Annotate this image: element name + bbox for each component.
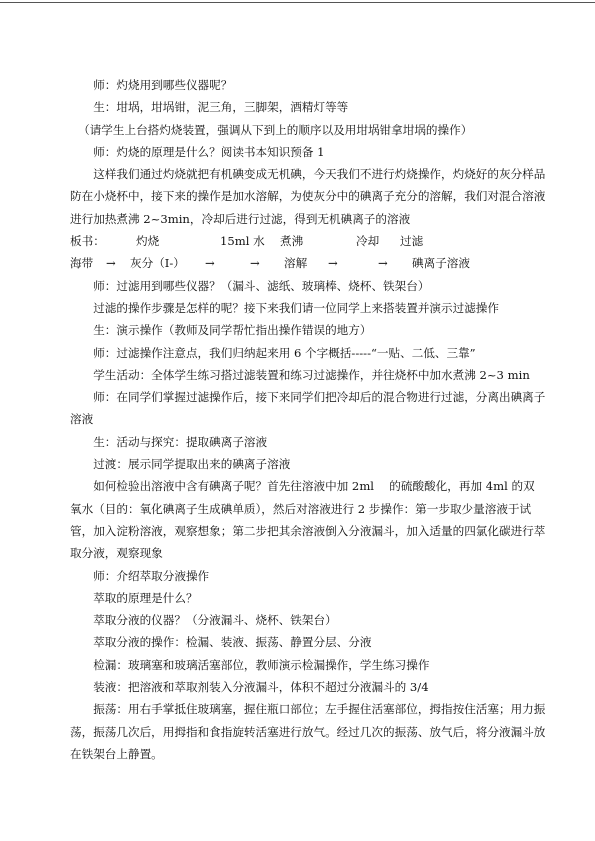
paragraph: 萃取的原理是什么？ bbox=[93, 590, 198, 605]
board-row-flow bbox=[70, 252, 546, 274]
board-kelp: 海带 bbox=[70, 256, 94, 271]
document-body bbox=[70, 74, 546, 765]
paragraph: 检漏：玻璃塞和玻璃活塞部位，教师演示检漏操作，学生练习操作 bbox=[93, 657, 430, 672]
paragraph: 生：活动与探究：提取碘离子溶液 bbox=[93, 434, 268, 449]
arrow-right-icon: → bbox=[378, 256, 388, 271]
paragraph: 振荡：用右手掌抵住玻璃塞，握住瓶口部位；左手握住活塞部位，拇指按住活塞；用力振荡，振荡几次后，用拇指和食指旋转活塞进行放气。经过几次的振荡、放气后，将分液漏斗放在铁架台上静置。 bbox=[70, 702, 546, 761]
paragraph: 生：演示操作（教师及同学帮忙指出操作错误的地方） bbox=[93, 323, 372, 338]
paragraph: （请学生上台搭灼烧装置，强调从下到上的顺序以及用坩埚钳拿坩埚的操作） bbox=[78, 122, 473, 137]
arrow-right-icon: → bbox=[106, 256, 116, 271]
paragraph: 过渡：展示同学提取出来的碘离子溶液 bbox=[93, 457, 291, 472]
paragraph: 这样我们通过灼烧就把有机碘变成无机碘，今天我们不进行灼烧操作，灼烧好的灰分样品防在小烧杯中，接下来的操作是加水溶解，为使灰分中的碘离子充分的溶解，我们对混合溶液进行加热煮沸 2~3min，冷却后进行过滤，得到无机碘离子的溶液 bbox=[70, 167, 546, 226]
board-label: 板书： bbox=[70, 234, 105, 249]
paragraph: 师：在同学们掌握过滤操作后，接下来同学们把冷却后的混合物进行过滤，分离出碘离子溶液 bbox=[70, 390, 546, 427]
paragraph: 师：灼烧的原理是什么？阅读书本知识预备 1 bbox=[93, 144, 325, 159]
board-step-filter: 过滤 bbox=[400, 234, 424, 249]
board-step-burn: 灼烧 bbox=[136, 234, 160, 249]
board-dissolve: 溶解 bbox=[284, 256, 308, 271]
paragraph: 生：坩埚，坩埚钳，泥三角，三脚架，酒精灯等等 bbox=[93, 100, 349, 115]
paragraph: 师：介绍萃取分液操作 bbox=[93, 568, 210, 583]
paragraph: 师：过滤操作注意点，我们归纳起来用 6 个字概括-----“一贴、二低、三靠” bbox=[93, 345, 476, 360]
board-step-cool: 冷却 bbox=[356, 234, 380, 249]
paragraph: 师：灼烧用到哪些仪器呢？ bbox=[93, 78, 233, 92]
arrow-right-icon: → bbox=[328, 256, 338, 271]
paragraph: 过滤的操作步骤是怎样的呢？接下来我们请一位同学上来搭装置并演示过滤操作 bbox=[93, 300, 499, 315]
paragraph: 萃取分液的仪器？（分液漏斗、烧杯、铁架台） bbox=[93, 613, 337, 628]
board-step-boil: 煮沸 bbox=[280, 234, 304, 249]
paragraph: 师：过滤用到哪些仪器？（漏斗、滤纸、玻璃棒、烧杯、铁架台） bbox=[93, 278, 430, 293]
paragraph: 装液：把溶液和萃取剂装入分液漏斗，体积不超过分液漏斗的 3/4 bbox=[93, 680, 429, 695]
board-iodide-solution: 碘离子溶液 bbox=[412, 256, 470, 271]
paragraph: 如何检验出溶液中含有碘离子呢？首先往溶液中加 2ml 的硫酸酸化，再加 4ml 的双氧水（目的：氧化碘离子生成碘单质），然后对溶液进行 2 步操作：第一步取少量溶液于试管，加入淀粉溶液，观察想象；第二步把其余溶液倒入分液漏斗，加入适量的四氯化碳进行萃取分液，观察现象 bbox=[70, 479, 546, 561]
arrow-right-icon: → bbox=[205, 256, 215, 271]
page-top-border bbox=[0, 2, 595, 3]
paragraph: 学生活动：全体学生练习搭过滤装置和练习过滤操作，并往烧杯中加水煮沸 2~3 min bbox=[93, 367, 530, 382]
board-step-water: 15ml 水 bbox=[220, 234, 265, 249]
arrow-right-icon: → bbox=[250, 256, 260, 271]
paragraph: 萃取分液的操作：检漏、装液、振荡、静置分层、分液 bbox=[93, 635, 372, 650]
board-ash: 灰分（I-） bbox=[130, 256, 185, 271]
board-row-conditions bbox=[70, 230, 546, 252]
